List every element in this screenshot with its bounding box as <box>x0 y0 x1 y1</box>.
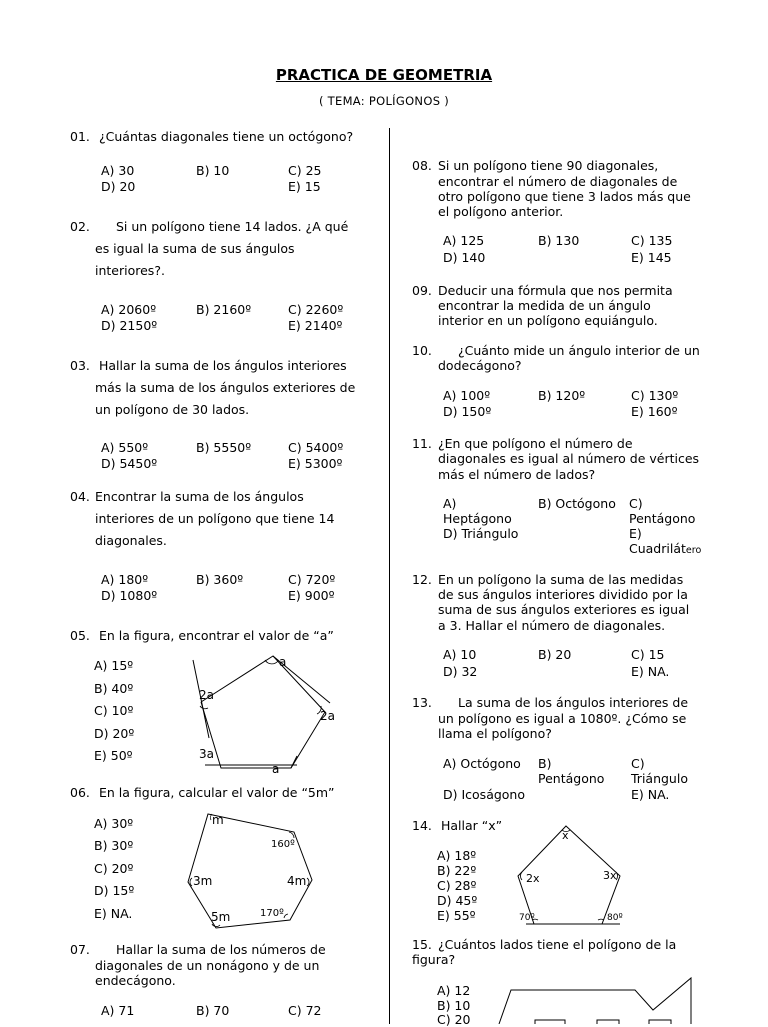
question-line: a 3. Hallar el número de diagonales. <box>438 618 666 633</box>
question-line: Hallar la suma de los números de <box>116 942 326 957</box>
option-a: A) 2060º <box>101 302 157 317</box>
angle-label: 5m <box>211 910 231 924</box>
option-d: D) 5450º <box>101 456 158 471</box>
question-line: ¿Cuánto mide un ángulo interior de un <box>458 343 700 358</box>
question-line: suma de sus ángulos exteriores es igual <box>438 602 690 617</box>
question-number: 12. <box>412 572 432 587</box>
question-number: 04. <box>70 489 90 504</box>
option-a: A) 30 <box>101 163 135 178</box>
angle-label: 2x <box>526 872 540 885</box>
option-a: A) 550º <box>101 440 149 455</box>
question-line: endecágono. <box>95 973 176 988</box>
option-a: A) Octógono <box>443 756 521 771</box>
option-d: D) 45º <box>437 893 478 908</box>
option-c: C) 135 <box>631 233 673 248</box>
option-d: D) 1080º <box>101 588 158 603</box>
page-subtitle: ( TEMA: POLÍGONOS ) <box>318 94 450 108</box>
angle-label: a <box>272 762 280 776</box>
question-line: ¿Cuántos lados tiene el polígono de la <box>438 937 677 952</box>
pentagon-figure-q05 <box>185 648 345 778</box>
option-d: D) 15º <box>94 883 135 898</box>
option-c: C) 720º <box>288 572 336 587</box>
option-b: B) Octógono <box>538 496 616 511</box>
option-e: E) 5300º <box>288 456 343 471</box>
option-b: B) 120º <box>538 388 586 403</box>
option-c: C) 25 <box>288 163 322 178</box>
option-e-text-small: ero <box>685 545 702 556</box>
question-number: 14. <box>412 818 432 833</box>
option-e: E) <box>629 526 642 541</box>
option-e-text-main: Cuadrilát <box>629 541 686 556</box>
option-e: E) 160º <box>631 404 678 419</box>
question-number: 07. <box>70 942 90 957</box>
angle-label: 2a <box>320 709 335 723</box>
question-line: dodecágono? <box>438 358 522 373</box>
option-e: E) 900º <box>288 588 335 603</box>
option-b: B) <box>538 756 552 771</box>
option-b: B) 10 <box>437 998 471 1013</box>
question-line: de sus ángulos interiores dividido por la <box>438 587 688 602</box>
angle-label: x <box>562 829 569 842</box>
option-c: C) <box>631 756 645 771</box>
option-c: C) 2260º <box>288 302 344 317</box>
angle-label: 170º <box>260 908 284 919</box>
option-c: C) 20 <box>437 1012 471 1027</box>
option-e: E) NA. <box>631 664 670 679</box>
option-a: A) 12 <box>437 983 471 998</box>
option-b: B) 30º <box>94 838 134 853</box>
angle-label: 160º <box>271 839 295 850</box>
option-a-text: Heptágono <box>443 511 512 526</box>
option-d: D) 140 <box>443 250 486 265</box>
question-line: un polígono de 30 lados. <box>95 402 250 417</box>
question-line: Si un polígono tiene 14 lados. ¿A qué <box>116 219 349 234</box>
option-a: A) 100º <box>443 388 491 403</box>
option-c: C) 28º <box>437 878 477 893</box>
option-b: B) 22º <box>437 863 477 878</box>
option-d: D) Icoságono <box>443 787 526 802</box>
question-text: ¿Cuántas diagonales tiene un octógono? <box>99 129 354 144</box>
question-text: En la figura, encontrar el valor de “a” <box>99 628 334 643</box>
option-d: D) 150º <box>443 404 492 419</box>
question-line: diagonales de un nonágono y de un <box>95 958 320 973</box>
question-line: ¿En que polígono el número de <box>438 436 633 451</box>
option-b: B) 70 <box>196 1003 230 1018</box>
option-c: C) 15 <box>631 647 665 662</box>
question-line: La suma de los ángulos interiores de <box>458 695 689 710</box>
option-b: B) 130 <box>538 233 580 248</box>
question-line: Hallar la suma de los ángulos interiores <box>99 358 347 373</box>
angle-label: 3a <box>199 747 214 761</box>
question-line: más el número de lados? <box>438 467 596 482</box>
question-line: otro polígono que tiene 3 lados más que <box>438 189 691 204</box>
option-c-text: Triángulo <box>631 771 688 786</box>
question-line: más la suma de los ángulos exteriores de <box>95 380 356 395</box>
option-a: A) 15º <box>94 658 134 673</box>
option-a: A) 71 <box>101 1003 135 1018</box>
option-e: E) 2140º <box>288 318 343 333</box>
question-number: 05. <box>70 628 90 643</box>
option-d: D) Triángulo <box>443 526 519 541</box>
option-c: C) 5400º <box>288 440 344 455</box>
option-e: E) NA. <box>631 787 670 802</box>
question-line: Encontrar la suma de los ángulos <box>95 489 304 504</box>
option-e: E) NA. <box>94 906 133 921</box>
option-d: D) 20 <box>101 179 136 194</box>
option-e: E) 145 <box>631 250 672 265</box>
angle-label: a <box>279 655 287 669</box>
question-number: 06. <box>70 785 90 800</box>
question-number: 11. <box>412 436 432 451</box>
angle-label: 70º <box>519 913 535 923</box>
question-line: interior en un polígono equiángulo. <box>438 313 658 328</box>
question-line: encontrar la medida de un ángulo <box>438 298 651 313</box>
question-line: Si un polígono tiene 90 diagonales, <box>438 158 659 173</box>
question-number: 13. <box>412 695 432 710</box>
angle-label: 3x <box>603 869 617 882</box>
option-a: A) 125 <box>443 233 485 248</box>
option-e-text <box>629 541 701 556</box>
option-d: D) 2150º <box>101 318 158 333</box>
angle-label: 2a <box>199 688 214 702</box>
question-line: En un polígono la suma de las medidas <box>438 572 684 587</box>
option-a: A) 18º <box>437 848 477 863</box>
option-b: B) 2160º <box>196 302 252 317</box>
page-title: PRACTICA DE GEOMETRIA <box>275 66 493 84</box>
option-e: E) 50º <box>94 748 133 763</box>
pentagon-figure-q14 <box>512 820 632 930</box>
option-d: D) 32 <box>443 664 478 679</box>
question-text: En la figura, calcular el valor de “5m” <box>99 785 335 800</box>
option-c: C) 72 <box>288 1003 322 1018</box>
polygon-figure-q15 <box>495 972 700 1024</box>
option-c: C) 20º <box>94 861 134 876</box>
question-number: 15. <box>412 937 432 952</box>
option-a: A) 10 <box>443 647 477 662</box>
question-number: 10. <box>412 343 432 358</box>
option-e: E) 15 <box>288 179 321 194</box>
question-line: es igual la suma de sus ángulos <box>95 241 295 256</box>
option-c: C) <box>629 496 643 511</box>
question-line: un polígono es igual a 1080º. ¿Cómo se <box>438 711 687 726</box>
option-a: A) 30º <box>94 816 134 831</box>
question-number: 08. <box>412 158 432 173</box>
question-number: 09. <box>412 283 432 298</box>
question-line: llama el polígono? <box>438 726 552 741</box>
question-line: interiores de un polígono que tiene 14 <box>95 511 335 526</box>
question-line: figura? <box>412 952 456 967</box>
question-line: diagonales. <box>95 533 167 548</box>
option-b: B) 360º <box>196 572 244 587</box>
angle-label: 80º <box>607 913 623 923</box>
column-divider <box>389 128 390 1024</box>
heptagon-figure-q06 <box>182 808 317 933</box>
angle-label: 3m <box>193 874 213 888</box>
question-line: encontrar el número de diagonales de <box>438 174 678 189</box>
option-b: B) 40º <box>94 681 134 696</box>
question-number: 02. <box>70 219 90 234</box>
option-a: A) 180º <box>101 572 149 587</box>
question-number: 01. <box>70 129 90 144</box>
question-line: el polígono anterior. <box>438 204 564 219</box>
option-c-text: Pentágono <box>629 511 696 526</box>
option-e: E) 55º <box>437 908 476 923</box>
option-b-text: Pentágono <box>538 771 605 786</box>
option-b: B) 5550º <box>196 440 252 455</box>
option-a: A) <box>443 496 457 511</box>
option-c: C) 130º <box>631 388 679 403</box>
question-line: diagonales es igual al número de vértices <box>438 451 700 466</box>
option-c: C) 10º <box>94 703 134 718</box>
angle-label: m <box>212 813 224 827</box>
option-d: D) 20º <box>94 726 135 741</box>
option-b: B) 20 <box>538 647 572 662</box>
question-line: interiores?. <box>95 263 165 278</box>
option-b: B) 10 <box>196 163 230 178</box>
question-text: Hallar “x” <box>441 818 503 833</box>
question-number: 03. <box>70 358 90 373</box>
angle-label: 4m <box>287 874 307 888</box>
question-line: Deducir una fórmula que nos permita <box>438 283 673 298</box>
